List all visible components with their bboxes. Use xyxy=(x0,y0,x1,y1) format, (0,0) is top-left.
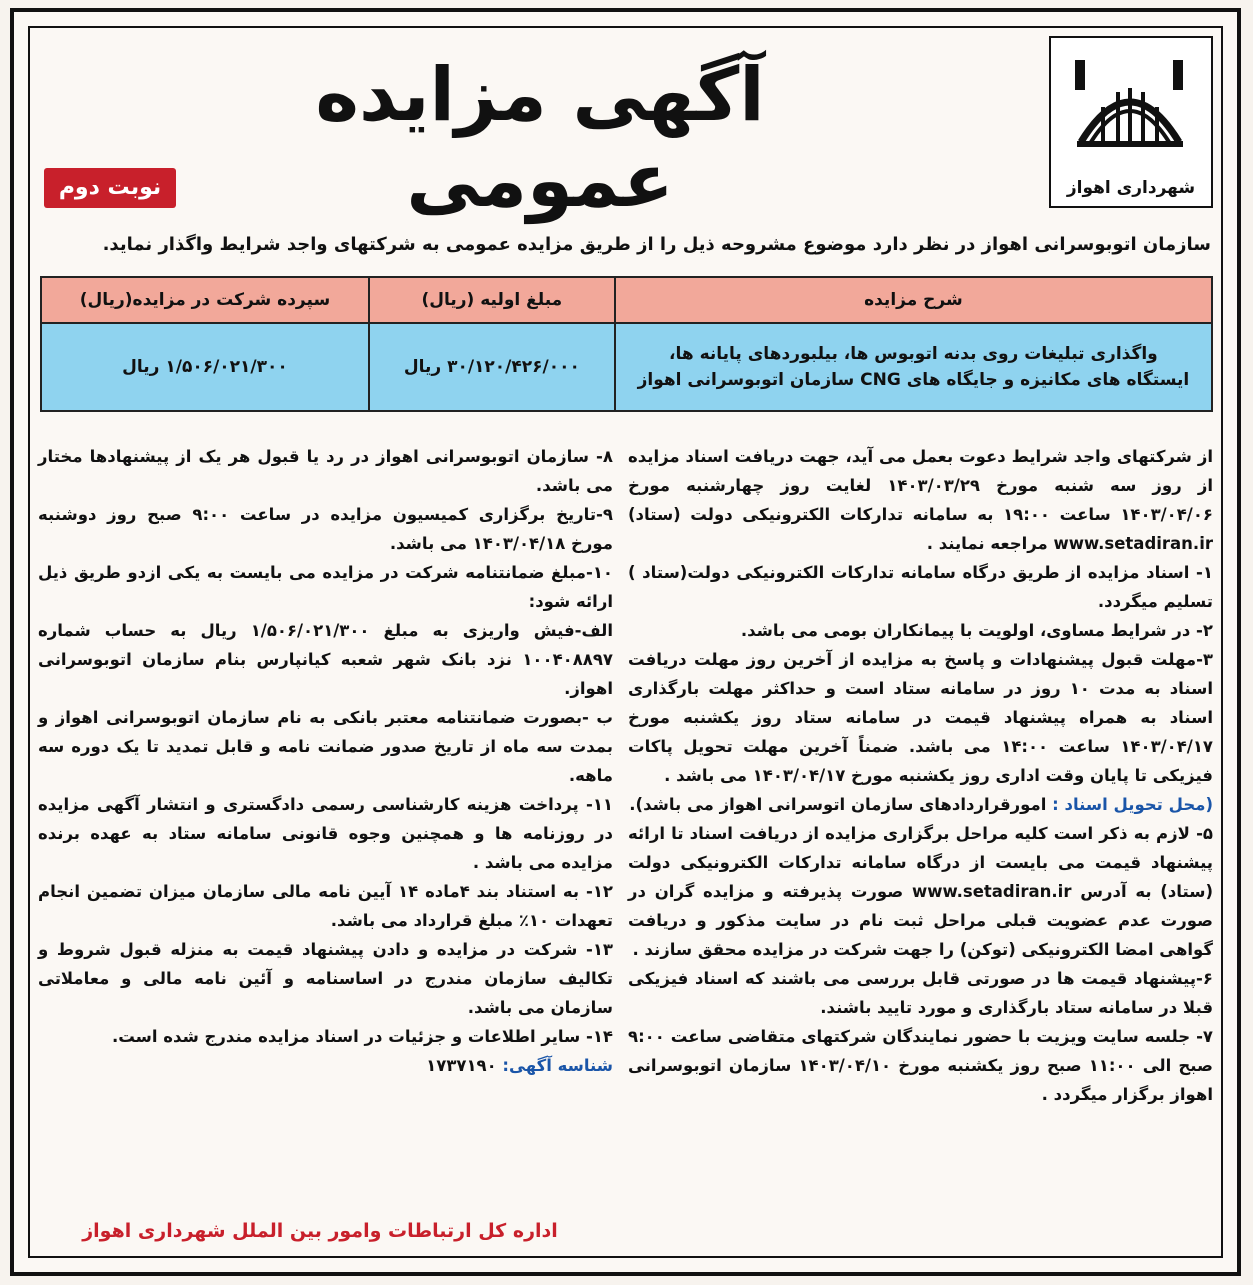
terms-left-column xyxy=(38,442,613,1080)
term-10: ۱۰-مبلغ ضمانتنامه شرکت در مزایده می بایست به یکی ازدو طریق ذیل ارائه شود: xyxy=(38,563,613,611)
term-10-b: ب -بصورت ضمانتنامه معتبر بانکی به نام سازمان اتوبوسرانی اهواز و بمدت سه ماه از تاریخ صدور ضمانت نامه و قابل تمدید تا یک دوره سه ماهه. xyxy=(38,708,613,785)
term-9: ۹-تاریخ برگزاری کمیسیون مزایده در ساعت ۹:۰۰ صبح روز دوشنبه مورخ ۱۴۰۳/۰۴/۱۸ می باشد. xyxy=(38,505,613,553)
table-row xyxy=(41,323,1212,411)
cell-deposit: ۱/۵۰۶/۰۲۱/۳۰۰ ریال xyxy=(41,323,369,411)
notice-id-label: شناسه آگهی: xyxy=(502,1056,613,1075)
term-12: ۱۲- به استناد بند ۴ماده ۱۴ آیین نامه مالی سازمان میزان تضمین انجام تعهدات ۱۰٪ مبلغ قرارداد می باشد. xyxy=(38,882,613,930)
round-badge: نوبت دوم xyxy=(44,168,176,208)
term-invitation: از شرکتهای واجد شرایط دعوت بعمل می آید، جهت دریافت اسناد مزایده از روز سه شنبه مورخ ۱۴۰۳/۰۳/۲۹ لغایت روز چهارشنبه مورخ ۱۴۰۳/۰۴/۰۶ ساعت ۱۹:۰۰ به سامانه تدارکات الکترونیکی دولت (ستاد) www.setadiran.ir مراجعه نمایند . xyxy=(628,447,1213,553)
notice-frame xyxy=(28,26,1223,1258)
header-initial-amount: مبلغ اولیه (ریال) xyxy=(369,277,615,323)
intro-text: سازمان اتوبوسرانی اهواز در نظر دارد موضوع مشروحه ذیل را از طریق مزایده عمومی به شرکتهای واجد شرایط واگذار نماید. xyxy=(102,234,1211,255)
term-8: ۸- سازمان اتوبوسرانی اهواز در رد یا قبول هر یک از پیشنهادها مختار می باشد. xyxy=(38,447,613,495)
logo-caption: شهرداری اهواز xyxy=(1066,178,1196,198)
delivery-place-label: (محل تحویل اسناد : xyxy=(1052,795,1213,814)
term-2: ۲- در شرایط مساوی، اولویت با پیمانکاران بومی می باشد. xyxy=(740,621,1213,640)
header-description: شرح مزایده xyxy=(615,277,1212,323)
table-header-row xyxy=(41,277,1212,323)
term-13: ۱۳- شرکت در مزایده و دادن پیشنهاد قیمت به منزله قبول شروط و تکالیف سازمان مندرج در اساسنامه و آئین نامه مالی و معاملاتی سازمان می باشد. xyxy=(38,940,613,1017)
header-deposit: سپرده شرکت در مزایده(ریال) xyxy=(41,277,369,323)
term-4 xyxy=(628,790,1213,819)
notice-page xyxy=(10,8,1241,1276)
logo-box xyxy=(1049,36,1213,208)
term-11: ۱۱- پرداخت هزینه کارشناسی رسمی دادگستری و انتشار آگهی مزایده در روزنامه ها و همچنین وجوه قانونی سامانه ستاد به عهده برنده مزایده می باشد . xyxy=(38,795,613,872)
terms-right-column xyxy=(628,442,1213,1109)
delivery-place-text: امورقراردادهای سازمان اتوسرانی اهواز می باشد). xyxy=(629,795,1053,814)
description-line-1: واگذاری تبلیغات روی بدنه اتوبوس ها، بیلبوردهای پایانه ها، xyxy=(669,344,1158,364)
notice-id xyxy=(38,1051,613,1080)
cell-initial-amount: ۳۰/۱۲۰/۴۲۶/۰۰۰ ریال xyxy=(369,323,615,411)
auction-table xyxy=(40,276,1213,412)
term-3: ۳-مهلت قبول پیشنهادات و پاسخ به مزایده از آخرین روز مهلت دریافت اسناد به مدت ۱۰ روز در سامانه ستاد است و حداکثر مهلت بارگذاری اسناد به همراه پیشنهاد قیمت در سامانه ستاد روز یکشنبه مورخ ۱۴۰۳/۰۴/۱۷ ساعت ۱۴:۰۰ می باشد. ضمناً آخرین مهلت تحویل پاکات فیزیکی تا پایان وقت اداری روز یکشنبه مورخ ۱۴۰۳/۰۴/۱۷ می باشد . xyxy=(628,650,1213,785)
term-1: ۱- اسناد مزایده از طریق درگاه سامانه تدارکات الکترونیکی دولت(ستاد ) تسلیم میگردد. xyxy=(628,563,1213,611)
term-6: ۶-پیشنهاد قیمت ها در صورتی قابل بررسی می باشند که اسناد فیزیکی قبلا در سامانه ستاد بارگذاری و مورد تایید باشند. xyxy=(628,969,1213,1017)
bridge-logo-icon xyxy=(1073,52,1187,160)
description-line-2: ایستگاه های مکانیزه و جایگاه های CNG سازمان اتوبوسرانی اهواز xyxy=(637,370,1190,390)
footer-signature: اداره کل ارتباطات وامور بین الملل شهرداری اهواز xyxy=(82,1220,558,1242)
term-5: ۵- لازم به ذکر است کلیه مراحل برگزاری مزایده از دریافت اسناد تا ارائه پیشنهاد قیمت می بایست از درگاه سامانه تدارکات الکترونیکی دولت (ستاد) به آدرس www.setadiran.ir صورت پذیرفته و مزایده گران در صورت عدم عضویت قبلی مراحل ثبت نام در سایت مذکور و دریافت گواهی امضا الکترونیکی (توکن) را جهت شرکت در مزایده محقق سازند . xyxy=(628,824,1213,959)
notice-id-value: ۱۷۳۷۱۹۰ xyxy=(426,1056,497,1075)
term-7: ۷- جلسه سایت ویزیت با حضور نمایندگان شرکتهای متقاضی ساعت ۹:۰۰ صبح الی ۱۱:۰۰ صبح روز یکشنبه مورخ ۱۴۰۳/۰۴/۱۰ سازمان اتوبوسرانی اهواز برگزار میگردد . xyxy=(628,1027,1213,1104)
page-title: آگهی مزایده عمومی xyxy=(315,52,765,224)
cell-description xyxy=(615,323,1212,411)
term-14: ۱۴- سایر اطلاعات و جزئیات در اسناد مزایده مندرج شده است. xyxy=(111,1027,613,1046)
term-10-a: الف-فیش واریزی به مبلغ ۱/۵۰۶/۰۲۱/۳۰۰ ریال به حساب شماره ۱۰۰۴۰۸۸۹۷ نزد بانک شهر شعبه کیانپارس بنام سازمان اتوبوسرانی اهواز. xyxy=(38,621,613,698)
